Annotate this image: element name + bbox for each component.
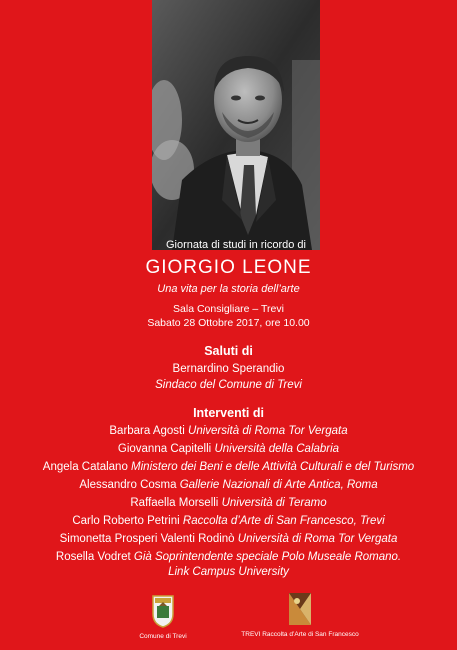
speaker-name: Barbara Agosti — [109, 425, 185, 437]
speaker-line — [0, 532, 457, 547]
event-venue: Sala Consigliare – Trevi — [173, 303, 284, 315]
painting-icon — [288, 592, 312, 626]
event-caption: Giornata di studi in ricordo di — [165, 239, 306, 251]
speaker-line — [0, 550, 457, 565]
speaker-name: Angela Catalano — [42, 461, 128, 473]
logo-comune-di-trevi — [128, 594, 198, 641]
event-date: Sabato 28 Ottobre 2017, ore 10.00 — [147, 317, 310, 329]
speaker-line — [0, 424, 457, 439]
event-subtitle: Una vita per la storia dell’arte — [157, 283, 300, 295]
speaker-name: Simonetta Prosperi Valenti Rodinò — [59, 533, 235, 545]
speaker-line — [0, 496, 457, 511]
speaker-affiliation: Raccolta d’Arte di San Francesco, Trevi — [182, 515, 385, 527]
saluti-name: Bernardino Sperandio — [172, 363, 285, 375]
logo-right-label: TREVI Raccolta d’Arte di San Francesco — [241, 631, 359, 638]
logo-left-label: Comune di Trevi — [139, 633, 187, 640]
speaker-affiliation: Gallerie Nazionali di Arte Antica, Roma — [179, 479, 378, 491]
portrait-photo — [152, 0, 320, 250]
interventi-heading: Interventi di — [193, 406, 264, 420]
speaker-line — [0, 478, 457, 493]
speaker-line — [0, 460, 457, 475]
speaker-line — [0, 514, 457, 529]
saluti-heading: Saluti di — [204, 344, 253, 358]
speaker-affiliation: Università di Teramo — [221, 497, 327, 509]
speaker-affiliation: Università della Calabria — [214, 443, 340, 455]
speaker-name: Giovanna Capitelli — [117, 443, 212, 455]
speaker-affiliation: Università di Roma Tor Vergata — [188, 425, 348, 437]
logo-raccolta-arte — [240, 592, 360, 639]
speaker-name: Raffaella Morselli — [130, 497, 219, 509]
speaker-extra-line: Link Campus University — [168, 566, 289, 578]
event-title: GIORGIO LEONE — [145, 257, 312, 278]
speaker-line — [0, 442, 457, 457]
speaker-affiliation: Università di Roma Tor Vergata — [237, 533, 398, 545]
speaker-name: Rosella Vodret — [55, 551, 131, 563]
saluti-role: Sindaco del Comune di Trevi — [155, 379, 302, 391]
speaker-name: Alessandro Cosma — [79, 479, 177, 491]
speaker-affiliation: Già Soprintendente speciale Polo Museale Romano. — [133, 551, 402, 563]
speaker-name: Carlo Roberto Petrini — [72, 515, 180, 527]
speaker-affiliation: Ministero dei Beni e delle Attività Culturali e del Turismo — [131, 461, 415, 473]
coat-of-arms-icon — [150, 594, 176, 628]
